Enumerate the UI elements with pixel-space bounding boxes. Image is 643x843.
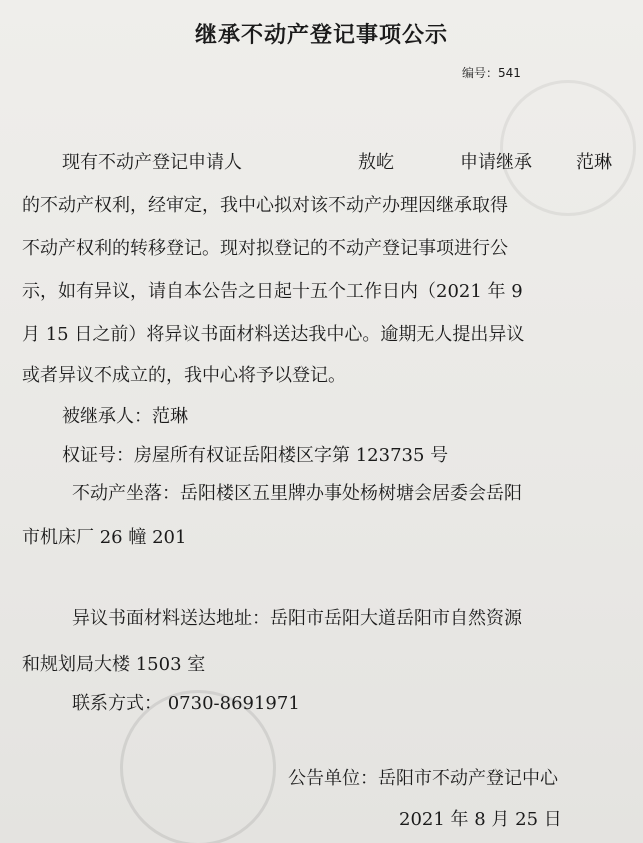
- document-title: 继承不动产登记事项公示: [194, 23, 448, 48]
- body-line-1a: 现有不动产登记申请人: [62, 152, 242, 173]
- applicant-name: 敖屹: [358, 152, 394, 173]
- body-line-6: 或者异议不成立的，我中心将予以登记。: [22, 365, 346, 386]
- body-line-2: 的不动产权利，经审定，我中心拟对该不动产办理因继承取得: [22, 195, 508, 216]
- document-number: 编号：541: [462, 66, 521, 80]
- body-line-3: 不动产权利的转移登记。现对拟登记的不动产登记事项进行公: [22, 238, 508, 259]
- body-line-5: 月 15 日之前）将异议书面材料送达我中心。逾期无人提出异议: [22, 324, 525, 345]
- issuer: 公告单位：岳阳市不动产登记中心: [288, 768, 558, 789]
- decedent-inline: 范琳: [576, 152, 612, 173]
- location-field: 不动产坐落：岳阳楼区五里牌办事处杨树塘会居委会岳阳: [72, 483, 522, 504]
- body-line-1b: 申请继承: [460, 152, 532, 173]
- contact-field: 联系方式： 0730-8691971: [72, 693, 300, 714]
- address-field-cont: 和规划局大楼 1503 室: [22, 654, 206, 675]
- body-line-4: 示，如有异议，请自本公告之日起十五个工作日内（2021 年 9: [22, 281, 523, 302]
- address-field: 异议书面材料送达地址：岳阳市岳阳大道岳阳市自然资源: [72, 608, 522, 629]
- decedent-field: 被继承人：范琳: [62, 406, 188, 427]
- location-field-cont: 市机床厂 26 幢 201: [22, 527, 187, 548]
- certificate-field: 权证号：房屋所有权证岳阳楼区字第 123735 号: [62, 445, 449, 466]
- issue-date: 2021 年 8 月 25 日: [399, 809, 562, 830]
